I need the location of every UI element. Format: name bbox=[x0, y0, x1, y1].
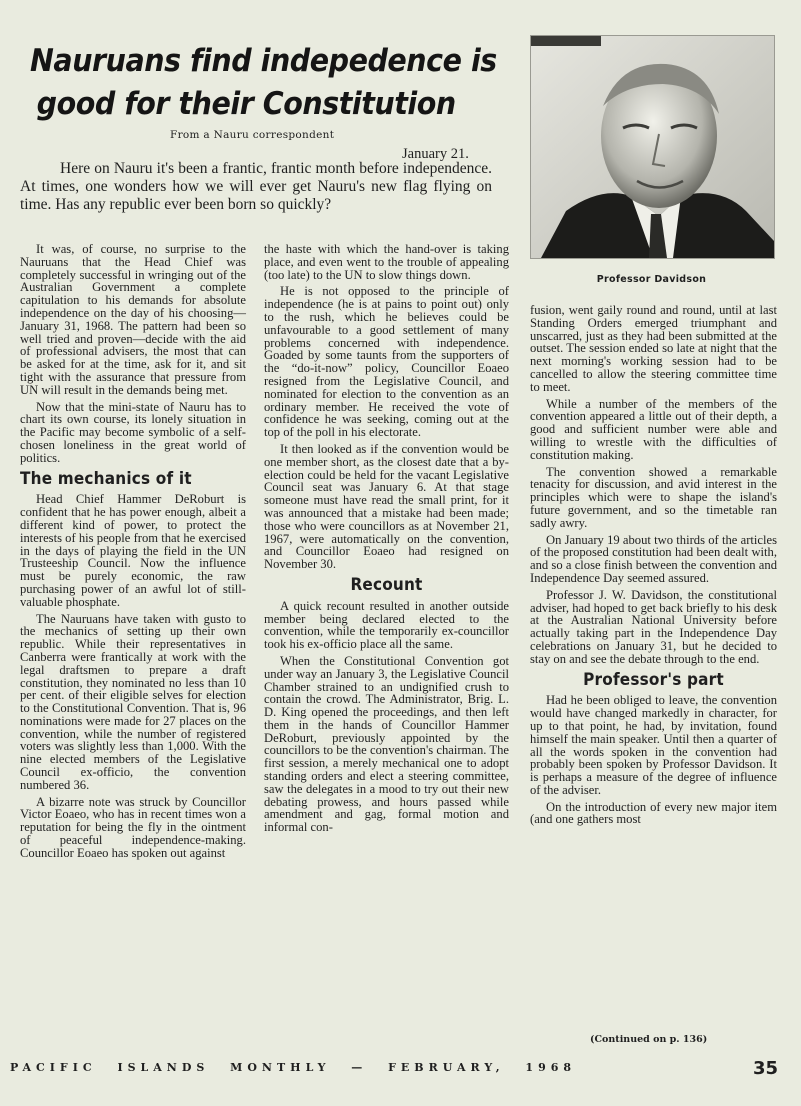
footer-masthead: PACIFIC ISLANDS MONTHLY — FEBRUARY, 1968 bbox=[10, 1061, 577, 1074]
column-1-paragraph-1: It was, of course, no surprise to the Nauruans that the Head Chief was completely successful in wringing out of the Australian Government a complete capitulation to his demands for absolute independence on the day of his choosing—January 31, 1968. The pattern had been so well tried and proven—decide with the aid of professional advisers, the most that can be asked for at the time, ask for it, and sit tight with the assurance that pressure from UN will result in the demands being met. bbox=[20, 242, 246, 397]
column-3-paragraph-2: While a number of the members of the convention appeared a little out of their depth, a good and sufficient number were able and willing to wrestle with the difficulties of constitution making. bbox=[530, 396, 777, 462]
article-column-2 bbox=[264, 243, 509, 838]
continued-note: (Continued on p. 136) bbox=[590, 1034, 708, 1045]
column-1-paragraph-4: The Nauruans have taken with gusto to the mechanics of setting up their own republic. While their representatives in Canberra were frantically at work with the legal draftsmen to prepare a draft constitution, they nominated no less than 10 per cent. of their eligible selves for election to the Constitutional Convention. That is, 96 nominations were made for 27 places on the convention, while the number of registered voters was slightly less than 1,000. With the nine elected members of the Legislative Council ex-officio, the convention numbered 36. bbox=[20, 611, 246, 792]
column-2-paragraph-1: the haste with which the hand-over is taking place, and even went to the trouble of appealing (too late) to the UN to slow things down. bbox=[264, 242, 509, 282]
photo-caption: Professor Davidson bbox=[596, 274, 707, 285]
subheading-mechanics: The mechanics of it bbox=[20, 468, 192, 489]
subheading-recount: Recount bbox=[350, 574, 423, 595]
headline-line-2: good for their Constitution bbox=[36, 86, 456, 122]
page-number: 35 bbox=[753, 1058, 779, 1079]
column-1-paragraph-2: Now that the mini-state of Nauru has to chart its own course, its lonely situation in the Pacific may become symbolic of a self-chosen loneliness in the great world of politics. bbox=[20, 399, 246, 465]
portrait-illustration bbox=[531, 36, 774, 258]
column-1-paragraph-3: Head Chief Hammer DeRoburt is confident that he has power enough, albeit a different kind of power, to protect the interests of his people from that he exercised in the days of playing the field in the UN Trusteeship Council. Now the influence must be purely economic, the raw purchasing power of an awful lot of still-valuable phosphate. bbox=[20, 492, 246, 609]
headline-line-1: Nauruans find indepedence is bbox=[30, 43, 497, 79]
column-3-paragraph-5: Professor J. W. Davidson, the constitutional adviser, had hoped to get back briefly to his desk at the Australian National University before actually taking part in the Independence Day celebrations on January 31, but he decided to stay on and see the debate through to the end. bbox=[530, 587, 777, 666]
article-column-3 bbox=[530, 304, 777, 830]
column-1-paragraph-5: A bizarre note was struck by Councillor Victor Eoaeo, who has in recent times won a reputation for being the fly in the ointment of peaceful independence-making. Councillor Eoaeo has spoken out against bbox=[20, 794, 246, 860]
dateline: January 21. bbox=[402, 146, 469, 162]
column-3-paragraph-1: fusion, went gaily round and round, until at last Standing Orders emerged triumphant and unscarred, just as they had been submitted at the outset. The session ended so late at night that the next morning's working session had to be cancelled to allow the steering committee time to meet. bbox=[530, 303, 777, 394]
intro-paragraph bbox=[20, 160, 492, 214]
intro-text: Here on Nauru it's been a frantic, frantic month before independence. At times, one wonders how we will ever get Nauru's new flag flying on time. Has any republic ever been born so quickly? bbox=[20, 160, 492, 213]
portrait-photo bbox=[530, 35, 775, 259]
column-3-paragraph-3: The convention showed a remarkable tenacity for discussion, and avid interest in the principles which were to shape the island's future government, and so the timetable ran sadly awry. bbox=[530, 464, 777, 530]
headline bbox=[30, 40, 497, 126]
byline: From a Nauru correspondent bbox=[170, 129, 335, 141]
column-2-paragraph-5: When the Constitutional Convention got under way an January 3, the Legislative Council Chamber strained to an undignified crush to contain the crowd. The Administrator, Brig. L. D. King opened the proceedings, and then left them in the hands of Councillor Hammer DeRoburt, previously appointed by the councillors to be the convention's chairman. The first session, a merely mechanical one to adopt standing orders and elect a steering committee, saw the delegates in a mood to try out their new debating prowess, and hours passed while amendment and gag, formal motion and informal con- bbox=[264, 653, 509, 835]
article-column-1 bbox=[20, 243, 246, 864]
column-2-paragraph-3: It then looked as if the convention would be one member short, as the closest date that a by-election could be held for the vacant Legislative Council seat was January 6. At that stage someone must have read the small print, for it was announced that a mistake had been made; those who were councillors as at November 21, 1967, were automatically on the convention, and Councillor Eoaeo had resigned on November 30. bbox=[264, 441, 509, 572]
column-3-paragraph-6: Had he been obliged to leave, the convention would have changed markedly in character, for up to that point, he had, by invitation, found himself the main speaker. Until then a quarter of all the words spoken in the convention had probably been spoken by Professor Davidson. It is perhaps a measure of the degree of influence of the adviser. bbox=[530, 693, 777, 797]
column-2-paragraph-4: A quick recount resulted in another outside member being declared elected to the convention, while the temporarily ex-councillor took his ex-officio place all the same. bbox=[264, 598, 509, 652]
column-3-paragraph-4: On January 19 about two thirds of the articles of the proposed constitution had been dealt with, and so a close finish between the convention and Independence Day seemed assured. bbox=[530, 532, 777, 585]
subheading-professors-part: Professor's part bbox=[583, 669, 724, 690]
column-3-paragraph-7: On the introduction of every new major item (and one gathers most bbox=[530, 799, 777, 827]
column-2-paragraph-2: He is not opposed to the principle of independence (he is at pains to point out) only to the rush, which he believes could be unfavourable to a good settlement of many problems concerned with independence. Goaded by some taunts from the supporters of the “do-it-now” policy, Councillor Eoaeo resigned from the Legislative Council, and nominated for election to the convention as an ordinary member. He received the vote of confidence he was seeking, coming out at the top of the poll in his electorate. bbox=[264, 284, 509, 440]
